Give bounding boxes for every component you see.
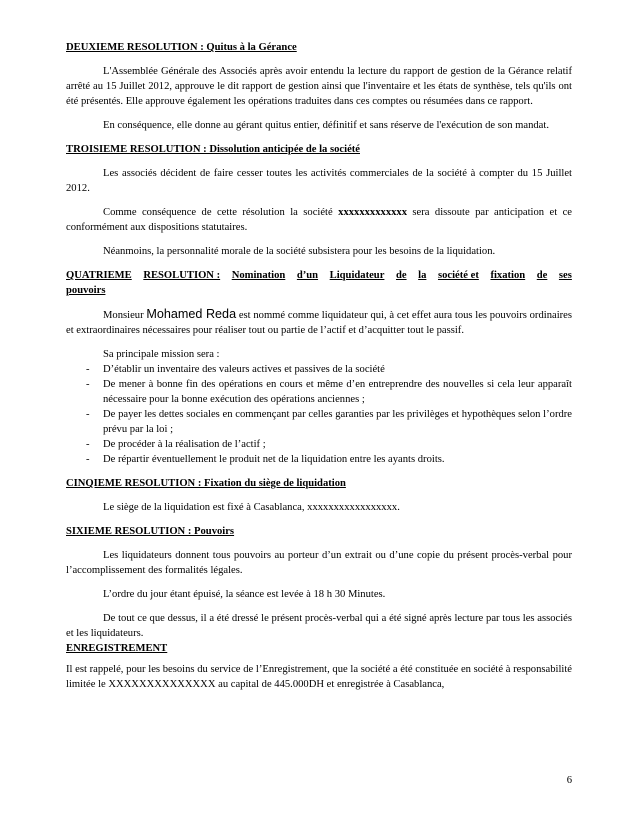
enregistrement-paragraph-1: Il est rappelé, pour les besoins du service de l’Enregistrement, que la société a été constituée en société à responsabilité limitée le XXXXXXXXXXXXXX au capital de 445.000DH et enregistrée à Casablanca, <box>66 664 572 690</box>
list-item <box>66 437 572 452</box>
resolution-6-paragraph-2: L’ordre du jour étant épuisé, la séance est levée à 18 h 30 Minutes. <box>103 589 386 600</box>
resolution-2-paragraph-2: En conséquence, elle donne au gérant quitus entier, définitif et sans réserve de l'exécution de son mandat. <box>103 120 549 131</box>
resolution-2-paragraph-1: L'Assemblée Générale des Associés après avoir entendu la lecture du rapport de gestion de la Gérance relatif arrêté au 15 Juillet 2012, approuve le dit rapport de gestion ainsi que l'inventaire et les états de synthèse, tels qu'ils ont été présentés. Elle approuve également les opérations traduites dans ces comptes ou résumées dans ce rapport. <box>66 66 572 107</box>
list-item <box>66 362 572 377</box>
resolution-3-paragraph-2 <box>66 205 572 235</box>
list-item-text: D’établir un inventaire des valeurs actives et passives de la société <box>103 364 385 375</box>
list-item <box>66 407 572 437</box>
resolution-3-text-b: sera dissoute par anticipation et ce conformément aux dispositions statutaires. <box>66 207 572 233</box>
resolution-4-heading-line-1 <box>66 268 572 283</box>
dash-bullet: - <box>86 364 90 375</box>
resolution-4-paragraph-1 <box>66 307 572 338</box>
resolution-4-paragraph-2: Sa principale mission sera : <box>103 349 220 360</box>
heading-word: la <box>418 270 427 281</box>
dash-bullet: - <box>86 379 90 390</box>
list-item-text: De répartir éventuellement le produit net de la liquidation entre les ayants droits. <box>103 454 445 465</box>
list-item-text: De mener à bonne fin des opérations en cours et même d’en entreprendre des nouvelles si cela leur apparaît nécessaire pour la bonne exécution des opérations anciennes ; <box>103 379 572 405</box>
resolution-3-text-a: Comme conséquence de cette résolution la société <box>103 207 339 218</box>
enregistrement-heading: ENREGISTREMENT <box>66 643 168 654</box>
resolution-4-text-b: est nommé comme liquidateur qui, à cet effet aura tous les pouvoirs ordinaires et extraordinaires nécessaires pour réaliser tout ou partie de l’actif et d’acquitter tout le passif. <box>66 310 572 336</box>
heading-word: Liquidateur <box>329 270 385 281</box>
resolution-3-heading: TROISIEME RESOLUTION : Dissolution anticipée de la société <box>66 144 360 155</box>
heading-word: fixation <box>490 270 526 281</box>
resolution-2-heading: DEUXIEME RESOLUTION : Quitus à la Gérance <box>66 42 297 53</box>
mission-list <box>66 362 572 467</box>
heading-word: d’un <box>296 270 319 281</box>
resolution-3-paragraph-1: Les associés décident de faire cesser toutes les activités commerciales de la société à compter du 15 Juillet 2012. <box>66 168 572 194</box>
dash-bullet: - <box>86 454 90 465</box>
list-item <box>66 377 572 407</box>
resolution-4-heading-line-2: pouvoirs <box>66 285 106 296</box>
list-item-text: De procéder à la réalisation de l’actif ; <box>103 439 266 450</box>
liquidator-name: Mohamed Reda <box>146 307 237 321</box>
heading-word: ses <box>558 270 572 281</box>
resolution-6-paragraph-1: Les liquidateurs donnent tous pouvoirs au porteur d’un extrait ou d’une copie du présent procès-verbal pour l’accomplissement des formalités légales. <box>66 550 572 576</box>
dash-bullet: - <box>86 409 90 420</box>
heading-word: QUATRIEME <box>66 270 132 281</box>
dash-bullet: - <box>86 439 90 450</box>
document-page <box>66 40 572 692</box>
resolution-6-paragraph-3: De tout ce que dessus, il a été dressé le présent procès-verbal qui a été signé après lecture par tous les associés et les liquidateurs. <box>66 613 572 639</box>
heading-word: de <box>395 270 407 281</box>
resolution-4-heading <box>66 268 572 298</box>
heading-word: de <box>536 270 548 281</box>
heading-word: Nomination <box>231 270 286 281</box>
resolution-5-paragraph-1: Le siège de la liquidation est fixé à Casablanca, xxxxxxxxxxxxxxxxx. <box>103 502 400 513</box>
resolution-5-heading: CINQIEME RESOLUTION : Fixation du siège de liquidation <box>66 478 346 489</box>
company-name-placeholder: xxxxxxxxxxxxx <box>338 207 407 218</box>
resolution-3-paragraph-3: Néanmoins, la personnalité morale de la société subsistera pour les besoins de la liquidation. <box>103 246 496 257</box>
resolution-6-heading: SIXIEME RESOLUTION : Pouvoirs <box>66 526 235 537</box>
heading-word: société et <box>437 270 479 281</box>
list-item <box>66 452 572 467</box>
resolution-4-text-a: Monsieur <box>103 310 147 321</box>
heading-word: RESOLUTION : <box>143 270 221 281</box>
page-number: 6 <box>566 775 572 786</box>
list-item-text: De payer les dettes sociales en commençant par celles garanties par les privilèges et hypothèques selon l’ordre prévu par la loi ; <box>103 409 572 435</box>
